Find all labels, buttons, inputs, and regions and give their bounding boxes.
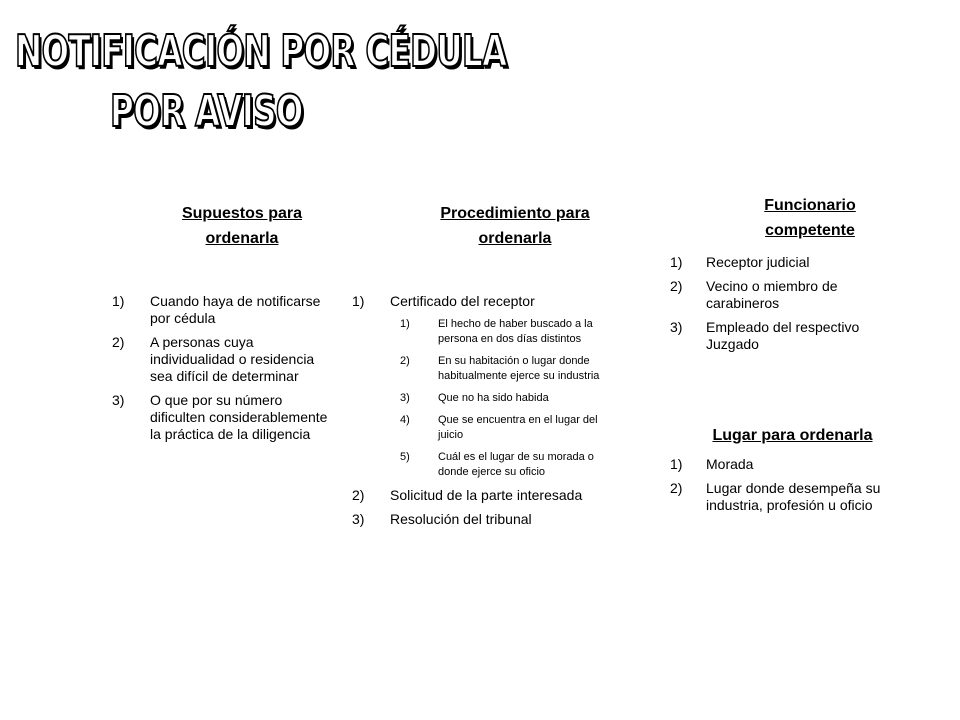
sublist-item bbox=[390, 450, 622, 480]
funcionario-heading bbox=[710, 193, 910, 243]
procedimiento-heading-line1: Procedimiento para bbox=[440, 205, 590, 222]
item-text: Solicitud de la parte interesada bbox=[390, 487, 583, 503]
list-item bbox=[112, 293, 340, 327]
procedimiento-list bbox=[352, 293, 622, 535]
supuestos-heading-line2: ordenarla bbox=[205, 230, 279, 247]
list-item bbox=[112, 392, 340, 443]
item-text: Resolución del tribunal bbox=[390, 511, 532, 527]
funcionario-heading-line1: Funcionario bbox=[764, 197, 856, 214]
item-number: 2) bbox=[670, 480, 683, 496]
funcionario-heading-line2: competente bbox=[765, 222, 855, 239]
list-item bbox=[670, 278, 910, 312]
sublist-item bbox=[390, 354, 622, 384]
supuestos-list bbox=[112, 293, 340, 450]
item-text: Cuando haya de notificarse por cédula bbox=[150, 293, 321, 326]
item-number: 3) bbox=[112, 392, 125, 408]
list-item bbox=[352, 487, 622, 504]
item-number: 2) bbox=[112, 334, 125, 350]
procedimiento-heading bbox=[400, 201, 630, 251]
sublist-item bbox=[390, 391, 622, 406]
subitem-number: 3) bbox=[400, 392, 410, 404]
list-item bbox=[670, 456, 915, 473]
item-number: 1) bbox=[112, 293, 125, 309]
item-number: 1) bbox=[670, 254, 683, 270]
item-text: Morada bbox=[706, 456, 754, 472]
supuestos-heading bbox=[112, 201, 372, 251]
item-number: 1) bbox=[670, 456, 683, 472]
item-text: Empleado del respectivo Juzgado bbox=[706, 319, 860, 352]
list-item bbox=[112, 334, 340, 385]
sublist-item bbox=[390, 317, 622, 347]
item-number: 3) bbox=[352, 511, 365, 527]
item-text: Vecino o miembro de carabineros bbox=[706, 278, 838, 311]
procedimiento-heading-line2: ordenarla bbox=[478, 230, 552, 247]
receptor-certificate-sublist bbox=[390, 317, 622, 480]
subitem-text: Que se encuentra en el lugar del juicio bbox=[438, 414, 598, 441]
item-text: Receptor judicial bbox=[706, 254, 810, 270]
item-number: 1) bbox=[352, 293, 365, 309]
list-item bbox=[670, 254, 910, 271]
subitem-text: Cuál es el lugar de su morada o donde ejerce su oficio bbox=[438, 451, 594, 478]
item-text: Lugar donde desempeña su industria, profesión u oficio bbox=[706, 480, 881, 513]
page-title-line2: POR AVISO bbox=[110, 86, 303, 137]
subitem-text: En su habitación o lugar donde habitualmente ejerce su industria bbox=[438, 355, 600, 382]
item-number: 3) bbox=[670, 319, 683, 335]
subitem-number: 5) bbox=[400, 451, 410, 463]
list-item bbox=[670, 319, 910, 353]
funcionario-list bbox=[670, 254, 910, 360]
list-item bbox=[670, 480, 915, 514]
lugar-heading: Lugar para ordenarla bbox=[712, 427, 873, 444]
list-item bbox=[352, 511, 622, 528]
subitem-number: 4) bbox=[400, 414, 410, 426]
item-text: Certificado del receptor bbox=[390, 293, 535, 309]
subitem-text: Que no ha sido habida bbox=[438, 392, 549, 404]
supuestos-heading-line1: Supuestos para bbox=[181, 205, 303, 222]
item-number: 2) bbox=[352, 487, 365, 503]
item-text: O que por su número dificulten considerablemente la práctica de la diligencia bbox=[150, 392, 328, 442]
item-number: 2) bbox=[670, 278, 683, 294]
subitem-number: 1) bbox=[400, 318, 410, 330]
subitem-number: 2) bbox=[400, 355, 410, 367]
subitem-text: El hecho de haber buscado a la persona en dos días distintos bbox=[438, 318, 593, 345]
lugar-list bbox=[670, 456, 915, 521]
page-title-line1: NOTIFICACIÓN POR CÉDULA bbox=[15, 26, 507, 77]
list-item bbox=[352, 293, 622, 480]
sublist-item bbox=[390, 413, 622, 443]
item-text: A personas cuya individualidad o residencia sea difícil de determinar bbox=[150, 334, 315, 384]
